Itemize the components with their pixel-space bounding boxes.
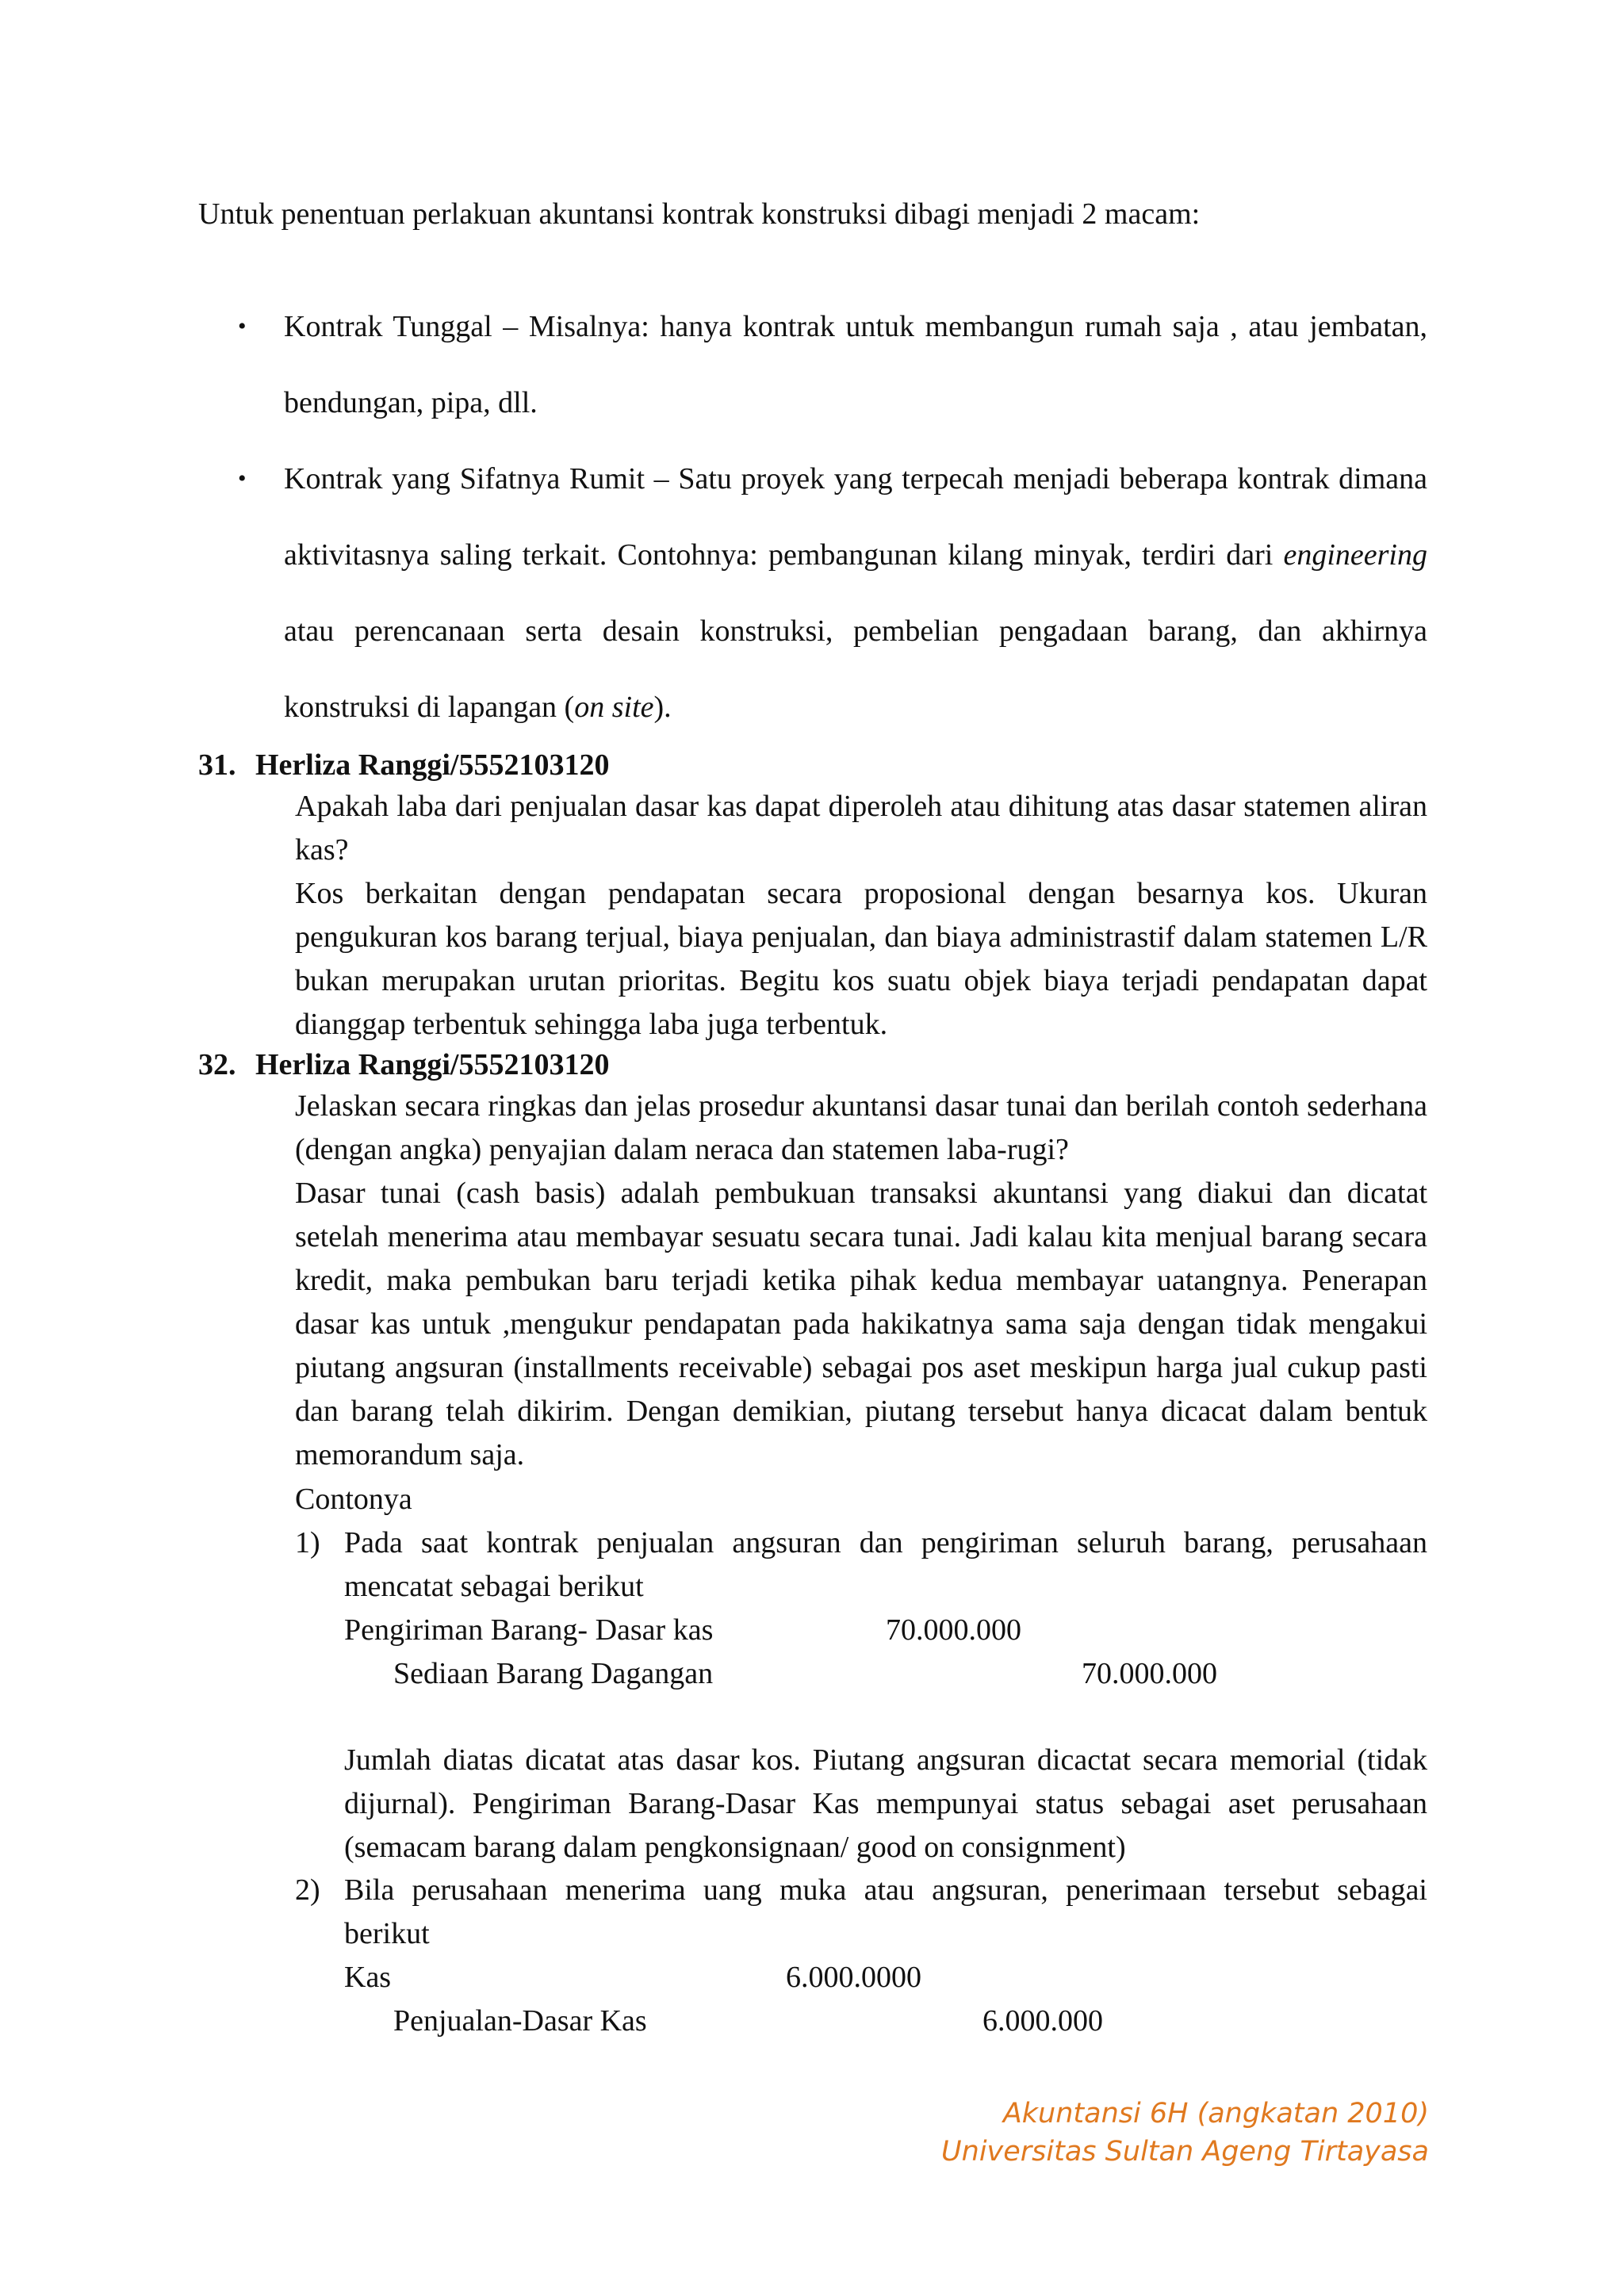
journal-debit-amount: 6.000.0000 xyxy=(786,1961,921,1994)
question-author: Herliza Ranggi/5552103120 xyxy=(255,748,610,782)
journal-credit-amount: 6.000.000 xyxy=(982,2004,1103,2038)
footer-university-line: Universitas Sultan Ageng Tirtayasa xyxy=(941,2136,1429,2168)
example-item-2 xyxy=(295,1869,1427,1956)
journal-debit-amount: 70.000.000 xyxy=(886,1613,1021,1647)
question-number: 32. xyxy=(198,1048,236,1081)
question-32-text: Jelaskan secara ringkas dan jelas prosedur akuntansi dasar tunai dan berilah contoh sederhana (dengan angka) penyajian dalam neraca dan statemen laba-rugi? xyxy=(295,1089,1427,1166)
bullet-text: Kontrak yang Sifatnya Rumit – Satu proyek yang terpecah menjadi beberapa kontrak dimana aktivitasnya saling terkait. Contohnya: pembangunan kilang minyak, terdiri dari engineering atau perencanaan serta desain konstruksi, pembelian pengadaan barang, dan akhirnya konstruksi di lapangan (on site). xyxy=(284,462,1427,724)
example-label: Contonya xyxy=(295,1483,412,1516)
item-number: 1) xyxy=(295,1526,320,1559)
bullet-icon: • xyxy=(238,313,247,339)
journal-debit-account: Kas xyxy=(344,1961,392,1994)
example-item-1-note: Jumlah diatas dicatat atas dasar kos. Piutang angsuran dicactat secara memorial (tidak dijurnal). Pengiriman Barang-Dasar Kas mempunyai status sebagai aset perusahaan (semacam barang dalam pengkonsignaan/ good on consignment) xyxy=(344,1743,1427,1864)
item-text: Pada saat kontrak penjualan angsuran dan pengiriman seluruh barang, perusahaan mencatat sebagai berikut xyxy=(344,1526,1427,1603)
question-31-text: Apakah laba dari penjualan dasar kas dapat diperoleh atau dihitung atas dasar statemen aliran kas? xyxy=(295,790,1427,867)
journal-credit-account: Sediaan Barang Dagangan xyxy=(393,1657,714,1690)
journal-debit-account: Pengiriman Barang- Dasar kas xyxy=(344,1613,714,1647)
bullet-text: Kontrak Tunggal – Misalnya: hanya kontrak untuk membangun rumah saja , atau jembatan, bendungan, pipa, dll. xyxy=(284,310,1427,419)
journal-credit-amount: 70.000.000 xyxy=(1082,1657,1217,1690)
footer-course-line: Akuntansi 6H (angkatan 2010) xyxy=(1002,2098,1429,2130)
question-31-heading xyxy=(198,748,609,783)
answer-31-text: Kos berkaitan dengan pendapatan secara proposional dengan besarnya kos. Ukuran pengukuran kos barang terjual, biaya penjualan, dan biaya administrastif dalam statemen L/R bukan merupakan urutan prioritas. Begitu kos suatu objek biaya terjadi pendapatan dapat dianggap terbentuk sehingga laba juga terbentuk. xyxy=(295,877,1427,1041)
question-32-heading xyxy=(198,1047,609,1082)
example-item-1 xyxy=(295,1521,1427,1609)
item-number: 2) xyxy=(295,1873,320,1907)
bullet-icon: • xyxy=(238,465,247,492)
journal-credit-account: Penjualan-Dasar Kas xyxy=(393,2004,647,2038)
answer-32-text: Dasar tunai (cash basis) adalah pembukuan transaksi akuntansi yang diakui dan dicatat setelah menerima atau membayar sesuatu secara tunai. Jadi kalau kita menjual barang secara kredit, maka pembukan baru terjadi ketika pihak kedua membayar uatangnya. Penerapan dasar kas untuk ,mengukur pendapatan pada hakikatnya sama saja dengan tidak mengakui piutang angsuran (installments receivable) sebagai pos aset meskipun harga jual cukup pasti dan barang telah dikirim. Dengan demikian, piutang tersebut hanya dicacat dalam bentuk memorandum saja. xyxy=(295,1177,1427,1471)
question-author: Herliza Ranggi/5552103120 xyxy=(255,1048,610,1081)
question-number: 31. xyxy=(198,748,236,782)
bullet-item-complex-contract xyxy=(238,441,1427,745)
bullet-item-single-contract xyxy=(238,289,1427,441)
intro-text: Untuk penentuan perlakuan akuntansi kontrak konstruksi dibagi menjadi 2 macam: xyxy=(198,197,1201,231)
item-text: Bila perusahaan menerima uang muka atau angsuran, penerimaan tersebut sebagai berikut xyxy=(344,1873,1427,1950)
